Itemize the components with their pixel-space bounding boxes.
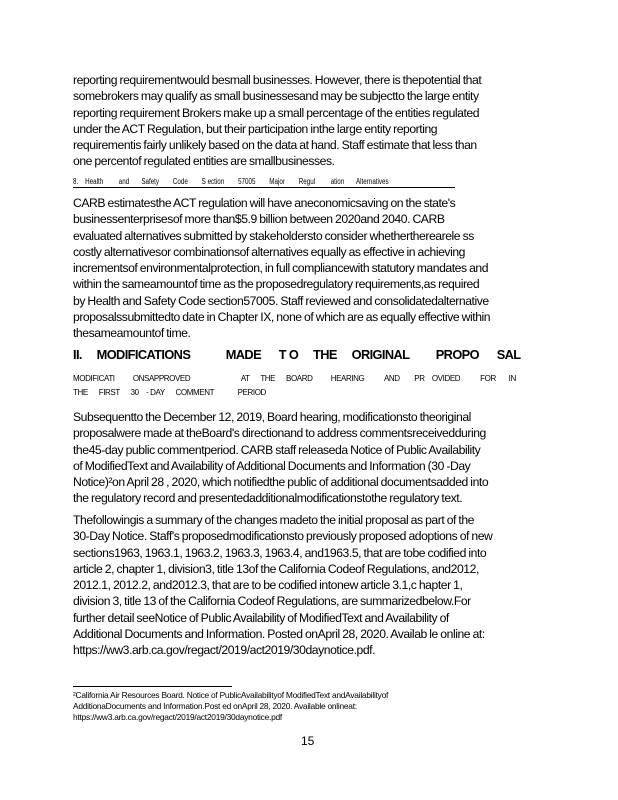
text-line: thesameamountof time. — [73, 326, 191, 341]
text-line: requirementis fairly unlikely based on the data at hand. Staff estimate that less than — [73, 138, 477, 153]
section-8-heading: 8. Health and Safety Code S ection 57005 Major Regul ation Alternatives — [73, 177, 389, 186]
text-line: Thefollowingis a summary of the changes madeto the initial proposal as part of the — [73, 513, 475, 527]
text-line: within the sameamountof time as the proposedregulatory requirements,as required — [73, 277, 480, 292]
text-line: division 3, title 13 of the California Codeof Regulations, are summarizedbelow.For — [73, 594, 471, 609]
text-line: one percentof regulated entities are smallbusinesses. — [73, 154, 335, 169]
footnote-line: AdditionaDocuments and Information.Post ed onApril 28, 2020. Available onlineat: — [73, 701, 357, 712]
summary-paragraph — [73, 512, 551, 659]
text-line: by Health and Safety Code section57005. Staff reviewed and consolidatedalternative — [73, 293, 489, 308]
text-line: somebrokers may qualify as small businessesand may be subjectto the large entity — [73, 89, 479, 104]
text-line: Additional Documents and Information. Posted onApril 28, 2020. Availab le online at: — [73, 627, 485, 642]
text-line: the regulatory record and presentedadditionalmodificationstothe regulatory text. — [73, 491, 463, 506]
footnote-separator — [73, 686, 232, 687]
text-line: Notice)²on April 28 , 2020, which notifiedthe public of additional documentsadded into — [73, 475, 489, 490]
text-line: evaluated alternatives submitted by stakeholdersto consider whethertherearele ss — [73, 228, 474, 243]
text-line: under the ACT Regulation, but their participation inthe large entity reporting — [73, 121, 438, 136]
section-8-paragraph — [73, 195, 551, 342]
text-line: reporting requirement Brokers make up a small percentage of the entities regulated — [73, 105, 480, 120]
subsequent-paragraph — [73, 409, 551, 507]
text-line: of ModifiedText and Availability of Additional Documents and Information (30 -Day — [73, 458, 471, 473]
text-line: 30-Day Notice. Staff's proposedmodificationsto previously proposed adoptions of new — [73, 529, 493, 544]
text-line: costly alternativesor combinationsof alternatives equally as effective in achieving — [73, 244, 465, 259]
text-line: reporting requirementwould besmall businesses. However, there is thepotential that — [73, 73, 482, 87]
text-line: proposalssubmittedto date in Chapter IX, none of which are as equally effective within — [73, 310, 491, 325]
section-2-heading: II. MODIFICATIONS MADE T O THE ORIGINAL PROPO SAL — [73, 347, 521, 362]
text-line: CARB estimatesthe ACT regulation will have aneconomicsaving on the state's — [73, 196, 456, 210]
section-2-subheading-line-2: THE FIRST 30 - DAY COMMENT PERIOD — [73, 388, 266, 397]
section-8-underline — [73, 187, 455, 188]
text-line: Subsequentto the December 12, 2019, Board hearing, modificationsto theoriginal — [73, 410, 471, 424]
page-number: 15 — [301, 734, 315, 748]
intro-paragraph — [73, 72, 551, 170]
footnote-url: https://ww3.arb.ca.gov/regact/2019/act2019/30daynotice.pdf — [73, 712, 282, 723]
text-line: article 2, chapter 1, division3, title 13of the California Codeof Regulations, and2012, — [73, 561, 479, 576]
footnote — [73, 690, 543, 724]
text-line: proposalwere made at theBoard's directionand to address commentsreceivedduring — [73, 426, 486, 441]
notice-url-line: https://ww3.arb.ca.gov/regact/2019/act2019/30daynotice.pdf. — [73, 643, 376, 658]
text-line: 2012.1, 2012.2, and2012.3, that are to be codified intonew article 3.1,c hapter 1, — [73, 578, 463, 593]
text-line: businessenterprisesof more than$5.9 billion between 2020and 2040. CARB — [73, 212, 445, 227]
text-line: the45-day public commentperiod. CARB staff releaseda Notice of Public Availability — [73, 442, 481, 457]
text-line: further detail seeNotice of Public Availability of ModifiedText and Availability of — [73, 610, 449, 625]
section-2-subheading-line-1: MODIFICATI ONSAPPROVED AT THE BOARD HEARING AND PR OVIDED FOR IN — [73, 374, 516, 383]
text-line: sections1963, 1963.1, 1963.2, 1963.3, 1963.4, and1963.5, that are tobe codified into — [73, 545, 487, 560]
footnote-line: ²California Air Resources Board. Notice of PublicAvailabilityof ModifiedText andAvailabilityof — [73, 690, 389, 700]
text-line: incrementsof environmentalprotection, in full compliancewith statutory mandates and — [73, 261, 489, 276]
